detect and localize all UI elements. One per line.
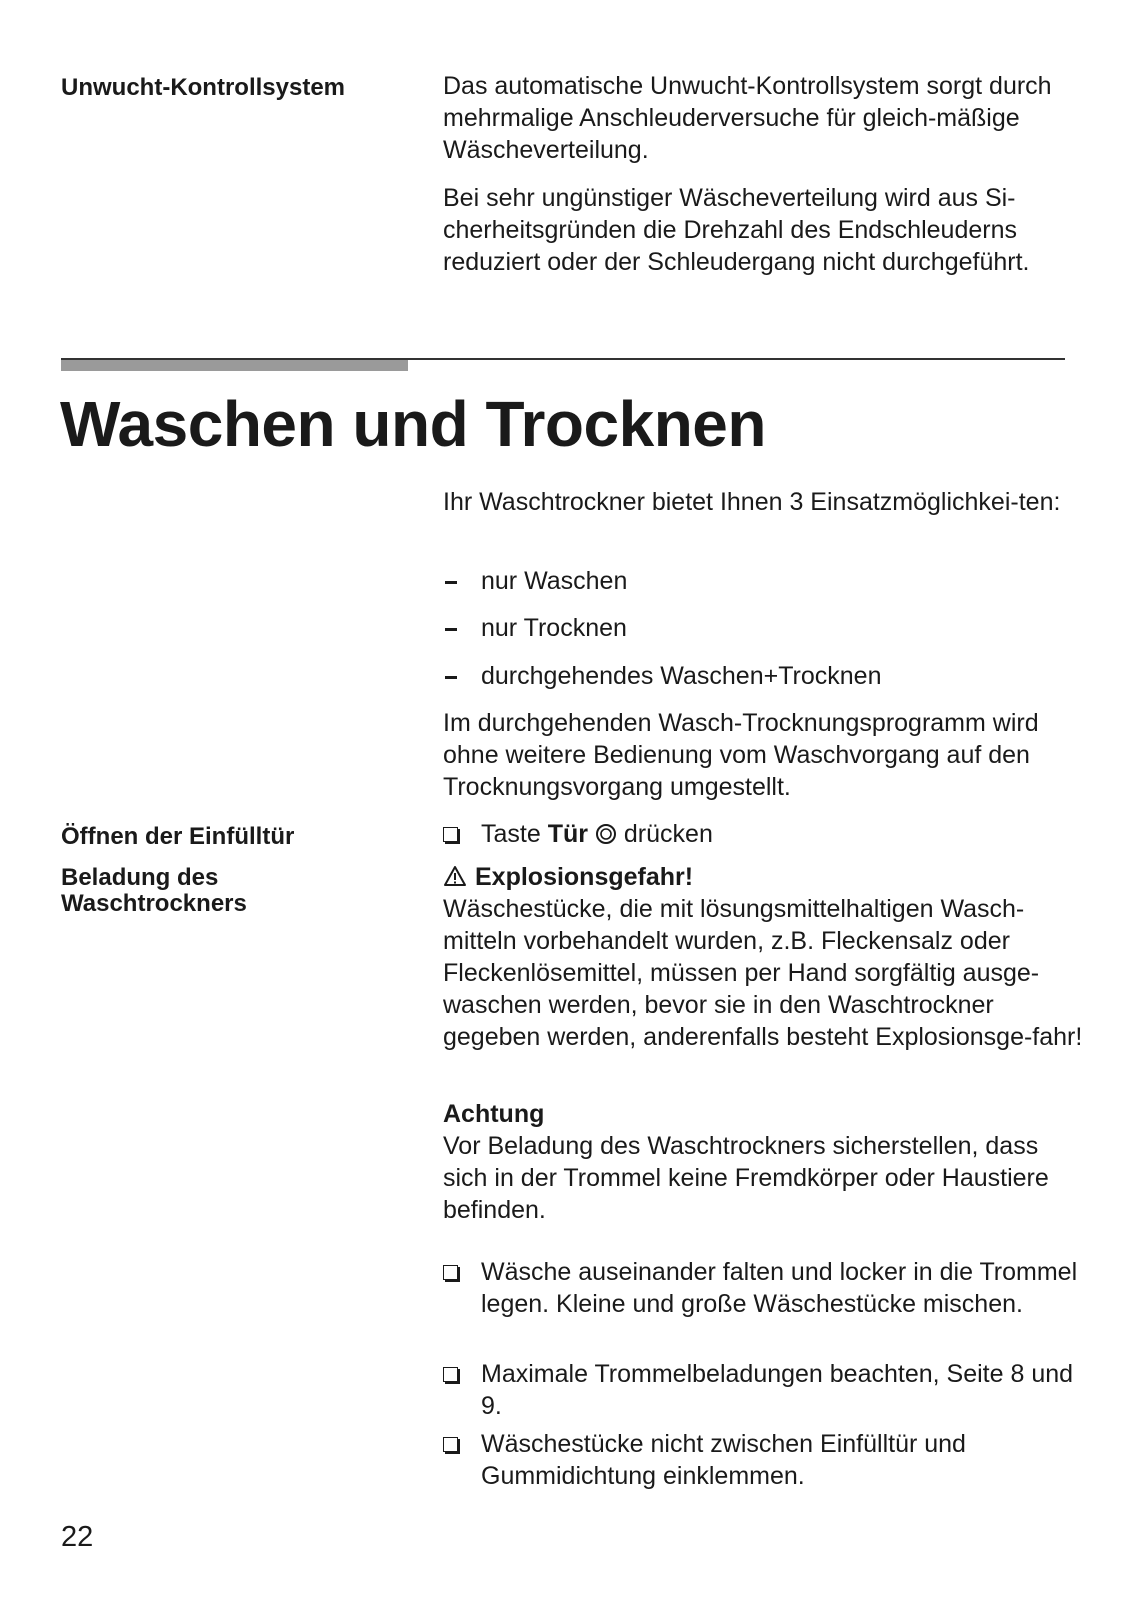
step-text: Wäsche auseinander falten und locker in die Trommel legen. Kleine und große Wäschestücke mischen. bbox=[481, 1258, 1078, 1318]
checkbox-bullet-icon bbox=[443, 827, 458, 842]
checkbox-bullet-icon bbox=[443, 1367, 458, 1382]
warning-title: Explosionsgefahr! bbox=[475, 863, 694, 891]
unwucht-paragraph-1: Das automatische Unwucht-Kontrollsystem sorgt durch mehrmalige Anschleuderversuche für gleich-mäßige Wäscheverteilung. bbox=[443, 72, 1052, 164]
checkbox-bullet-icon bbox=[443, 1265, 458, 1280]
door-step-post: drücken bbox=[623, 820, 713, 848]
warning-text: Wäschestücke, die mit lösungsmittelhaltigen Wasch-mitteln vorbehandelt wurden, z.B. Fleckensalz oder Fleckenlösemittel, müssen per Hand sorgfältig ausge-waschen werden, bevor sie in den Waschtrockner gegeben werden, anderenfalls besteht Explosionsge-fahr! bbox=[443, 895, 1083, 1051]
dash-bullet-icon bbox=[445, 581, 457, 584]
loading-label-line1: Beladung des bbox=[61, 864, 219, 891]
warning-block bbox=[443, 861, 1083, 1053]
caution-title: Achtung bbox=[443, 1100, 545, 1128]
section-label-door: Öffnen der Einfülltür bbox=[61, 823, 295, 850]
door-key-label: Tür bbox=[547, 820, 588, 848]
program-paragraph: Im durchgehenden Wasch-Trocknungsprogramm wird ohne weitere Bedienung vom Waschvorgang auf den Trocknungsvorgang umgestellt. bbox=[443, 709, 1039, 801]
page-number: 22 bbox=[61, 1521, 94, 1553]
warning-triangle-icon bbox=[443, 865, 467, 887]
section-label-unwucht: Unwucht-Kontrollsystem bbox=[61, 74, 346, 101]
option-text: nur Waschen bbox=[481, 567, 628, 595]
door-step-pre: Taste bbox=[481, 820, 541, 848]
intro-paragraph: Ihr Waschtrockner bietet Ihnen 3 Einsatzmöglichkei-ten: bbox=[443, 488, 1061, 516]
step-text: Maximale Trommelbeladungen beachten, Seite 8 und 9. bbox=[481, 1360, 1074, 1420]
caution-text: Vor Beladung des Waschtrockners sicherstellen, dass sich in der Trommel keine Fremdkörper oder Haustiere befinden. bbox=[443, 1132, 1049, 1224]
loading-label-line2: Waschtrockners bbox=[61, 890, 247, 917]
option-text: durchgehendes Waschen+Trocknen bbox=[481, 662, 882, 690]
dash-bullet-icon bbox=[445, 676, 457, 679]
page-title: Waschen und Trocknen bbox=[60, 388, 766, 460]
option-text: nur Trocknen bbox=[481, 614, 627, 642]
dash-bullet-icon bbox=[445, 628, 457, 631]
checkbox-bullet-icon bbox=[443, 1437, 458, 1452]
door-open-icon bbox=[595, 823, 617, 845]
heading-rule-bar bbox=[61, 360, 408, 371]
unwucht-paragraph-2: Bei sehr ungünstiger Wäscheverteilung wird aus Si-cherheitsgründen die Drehzahl des Endschleuderns reduziert oder der Schleudergang nicht durchgeführt. bbox=[443, 184, 1030, 276]
section-label-loading bbox=[61, 865, 247, 917]
caution-block bbox=[443, 1098, 1083, 1226]
step-text: Wäschestücke nicht zwischen Einfülltür und Gummidichtung einklemmen. bbox=[481, 1430, 966, 1490]
